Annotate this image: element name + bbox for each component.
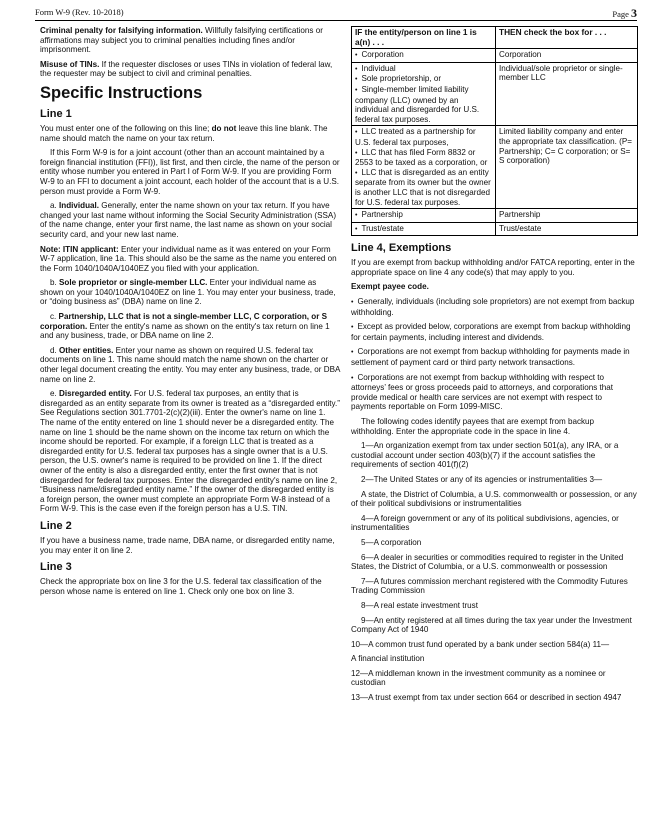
- table-row: [352, 49, 638, 63]
- criminal-penalty-heading: Criminal penalty for falsifying information.: [40, 26, 203, 35]
- code-12: 12—A middleman known in the investment community as a nominee or custodian: [351, 668, 606, 688]
- exempt-bullet-4: • Corporations are not exempt from backup withholding with respect to attorneys’ fees or gross proceeds paid to attorneys, and corporations that provide medical or health care services are not exempt with respect to payments reportable on Form 1099-MISC.: [351, 373, 638, 412]
- code-8: 8—A real estate investment trust: [361, 600, 478, 610]
- itin-heading: Note: ITIN applicant:: [40, 244, 119, 254]
- line1-intro: [40, 124, 340, 143]
- page-number: [612, 6, 637, 21]
- code-2: 2—The United States or any of its agencies or instrumentalities 3—: [361, 474, 603, 484]
- page-num: 3: [631, 6, 637, 20]
- table-row: [352, 126, 638, 209]
- code-13: 13—A trust exempt from tax under section 664 or described in section 4947: [351, 693, 622, 703]
- page-header: [35, 6, 637, 21]
- exempt-bullet-1: • Generally, individuals (including sole proprietors) are not exempt from backup withholding.: [351, 297, 638, 317]
- line1-e-text: For U.S. federal tax purposes, an entity that is disregarded as an entity separate from its owner is treated as a “disregarded entity.” See Regulations section 301.7701-2(c)(2)(iii). Enter the owner's name on line 1. The name of the entity entered on line 1 should never be a disregarded entity. The name on line 1 should be the name shown on the income tax return on which the income should be reported. For example, if a foreign LLC that is treated as a disregarded entity for U.S. federal tax purposes has a single owner that is a U.S. person, the U.S. owner's name is required to be provided on line 1. If the direct owner of the entity is also a disregarded entity, enter the first owner that is not disregarded for federal tax purposes. Enter the disregarded entity's name on line 2, “Business name/disregarded entity name.” If the owner of the disregarded entity is a foreign person, the owner must complete an appropriate Form W-8 instead of a Form W-9. This is the case even if the foreign person has a U.S. TIN.: [40, 389, 340, 514]
- exempt-bullet-2: • Except as provided below, corporations are exempt from backup withholding for certain payments, including interest and dividends.: [351, 322, 638, 342]
- table-row: [352, 209, 638, 223]
- line1-a-heading: Individual.: [59, 201, 100, 211]
- line1-heading: Line 1: [40, 107, 72, 120]
- table-cell: Limited liability company and enter the appropriate tax classification. (P= Partnership; C= C corporation; or S= S corporation): [496, 126, 638, 209]
- line1-ffi: If this Form W-9 is for a joint account (other than an account maintained by a foreign financial institution (FFI)), list first, and then circle, the name of the person or entity whose number you entered in Part I of Form W-9. If you are providing Form W-9 to an FFI to document a joint account, each holder of the account that is a U.S. person must provide a Form W-9.: [40, 148, 340, 196]
- code-1: 1—An organization exempt from tax under section 501(a), any IRA, or a custodial account under section 403(b)(7) if the account satisfies the requirements of section 401(f)(2): [351, 441, 619, 470]
- table-row: [352, 222, 638, 236]
- row5-entity: • Trust/estate: [355, 224, 492, 235]
- exempt-payee-heading: [351, 282, 638, 292]
- table-cell: Corporation: [496, 49, 638, 63]
- code-9: 9—An entity registered at all times during the tax year under the Investment Company Act of 1940: [351, 615, 632, 635]
- line1-other: [40, 346, 340, 384]
- line4-text: If you are exempt from backup withholding and/or FATCA reporting, enter in the appropriate space on line 4 any code(s) that may apply to you.: [351, 258, 635, 277]
- line1-individual: [40, 201, 340, 239]
- line1-b-heading: Sole proprietor or single-member LLC.: [59, 278, 208, 288]
- table-cell: [352, 49, 496, 63]
- line2-text: If you have a business name, trade name, DBA name, or disregarded entity name, you may enter it on line 2.: [40, 535, 335, 555]
- line1-intro-a: You must enter one of the following on this line;: [40, 123, 212, 133]
- table-head-then: THEN check the box for . . .: [496, 27, 638, 49]
- table-cell: [352, 222, 496, 236]
- criminal-penalty-text: Willfully falsifying certifications or affirmations may subject you to criminal penalties including fines and/or imprisonment.: [40, 26, 323, 55]
- row1-entity: • Corporation: [355, 50, 492, 61]
- code-5: 5—A corporation: [361, 537, 422, 547]
- table-cell: Individual/sole proprietor or single-member LLC: [496, 62, 638, 126]
- code-10: 10—A common trust fund operated by a bank under section 584(a) 11—: [351, 639, 610, 649]
- row4-entity: • Partnership: [355, 210, 492, 221]
- row3-entity-3: • LLC that is disregarded as an entity separate from its owner but the owner is another LLC that is not disregarded for U.S. federal tax purposes.: [355, 168, 492, 207]
- codes-intro: The following codes identify payees that are exempt from backup withholding. Enter the appropriate code in the space in line 4.: [351, 417, 595, 436]
- code-11: A financial institution: [351, 654, 425, 664]
- line1-d-text: Enter your name as shown on required U.S. federal tax documents on line 1. This name should match the name shown on the charter or other legal document creating the entity. You may enter any business, trade, or DBA name on line 2.: [40, 345, 340, 384]
- row2-entity-3: • Single-member limited liability company (LLC) owned by an individual and disregarded for U.S. federal tax purposes.: [355, 85, 492, 124]
- line1-disregarded: [40, 389, 340, 514]
- line1-a-text: Generally, enter the name shown on your tax return. If you have changed your last name without informing the Social Security Administration (SSA) of the name change, enter your first name, the last name as shown on your social security card, and your new last name.: [40, 201, 337, 239]
- code-6: 6—A dealer in securities or commodities required to register in the United States, the District of Columbia, or a U.S. commonwealth or possession: [351, 552, 624, 572]
- misuse-tins-heading: Misuse of TINs.: [40, 59, 100, 69]
- row3-entity-2: • LLC that has filed Form 8832 or 2553 to be taxed as a corporation, or: [355, 148, 492, 168]
- table-header-row: [352, 27, 638, 49]
- line4-heading: Line 4, Exemptions: [351, 242, 452, 255]
- form-id: Form W-9 (Rev. 10-2018): [35, 7, 124, 17]
- line1-b-text: Enter your individual name as shown on your 1040/1040A/1040EZ on line 1. You may enter your business, trade, or “doing business as” (DBA) name on line 2.: [40, 278, 336, 307]
- line1-e-heading: Disregarded entity.: [59, 389, 132, 399]
- misuse-tins-para: [40, 60, 340, 79]
- right-column: [351, 26, 638, 708]
- line1-b-lead: b.: [50, 278, 59, 288]
- exempt-bullet-3: • Corporations are not exempt from backup withholding for payments made in settlement of payment card or third party network transactions.: [351, 347, 638, 367]
- code-4: 4—A foreign government or any of its political subdivisions, agencies, or instrumentalities: [351, 513, 619, 533]
- code-3: A state, the District of Columbia, a U.S. commonwealth or possession, or any of their political subdivisions or instrumentalities: [351, 489, 637, 509]
- line1-a-lead: a.: [50, 201, 59, 211]
- line1-c-lead: c.: [50, 312, 59, 322]
- code-7: 7—A futures commission merchant registered with the Commodity Futures Trading Commission: [351, 576, 628, 596]
- page-word: Page: [612, 9, 629, 19]
- line1-e-lead: e.: [50, 389, 59, 399]
- line3-heading: Line 3: [40, 561, 72, 574]
- table-row: [352, 62, 638, 126]
- row2-entity-2: • Sole proprietorship, or: [355, 74, 492, 85]
- line1-d-heading: Other entities.: [59, 345, 114, 355]
- line1-c-heading: Partnership, LLC that is not a single-member LLC, C corporation, or S corporation.: [40, 312, 328, 331]
- row3-entity-1: • LLC treated as a partnership for U.S. federal tax purposes,: [355, 127, 492, 147]
- line1-c-text: Enter the entity's name as shown on the entity's tax return on line 1 and any business, trade, or DBA name on line 2.: [40, 321, 330, 341]
- itin-text: Enter your individual name as it was entered on your Form W-7 application, line 1a. This should also be the same as the name you entered on the Form 1040/1040A/1040EZ you filed with your application.: [40, 244, 337, 273]
- criminal-penalty-para: [40, 26, 340, 55]
- itin-note: [40, 245, 340, 274]
- table-cell: Partnership: [496, 209, 638, 223]
- line1-d-lead: d.: [50, 345, 59, 355]
- exempt-payee-label: Exempt payee code.: [351, 282, 429, 292]
- specific-instructions-heading: Specific Instructions: [40, 83, 203, 102]
- table-cell: [352, 126, 496, 209]
- misuse-tins-text: If the requester discloses or uses TINs in violation of federal law, the requester may be subject to civil and criminal penalties.: [40, 59, 333, 79]
- line1-sole-prop: [40, 278, 340, 307]
- table-cell: Trust/estate: [496, 222, 638, 236]
- line3-text: Check the appropriate box on line 3 for the U.S. federal tax classification of the person whose name is entered on line 1. Check only one box on line 3.: [40, 577, 322, 596]
- left-column: [40, 26, 340, 601]
- table-cell: [352, 209, 496, 223]
- line2-heading: Line 2: [40, 519, 72, 532]
- table-cell: [352, 62, 496, 126]
- line1-intro-c: leave this line blank. The name should match the name on your tax return.: [40, 123, 328, 143]
- line1-partnership: [40, 312, 340, 341]
- line1-intro-b: do not: [211, 123, 237, 133]
- entity-table: [351, 26, 638, 236]
- table-head-if: IF the entity/person on line 1 is a(n) . . .: [352, 27, 496, 49]
- row2-entity-1: • Individual: [355, 64, 492, 75]
